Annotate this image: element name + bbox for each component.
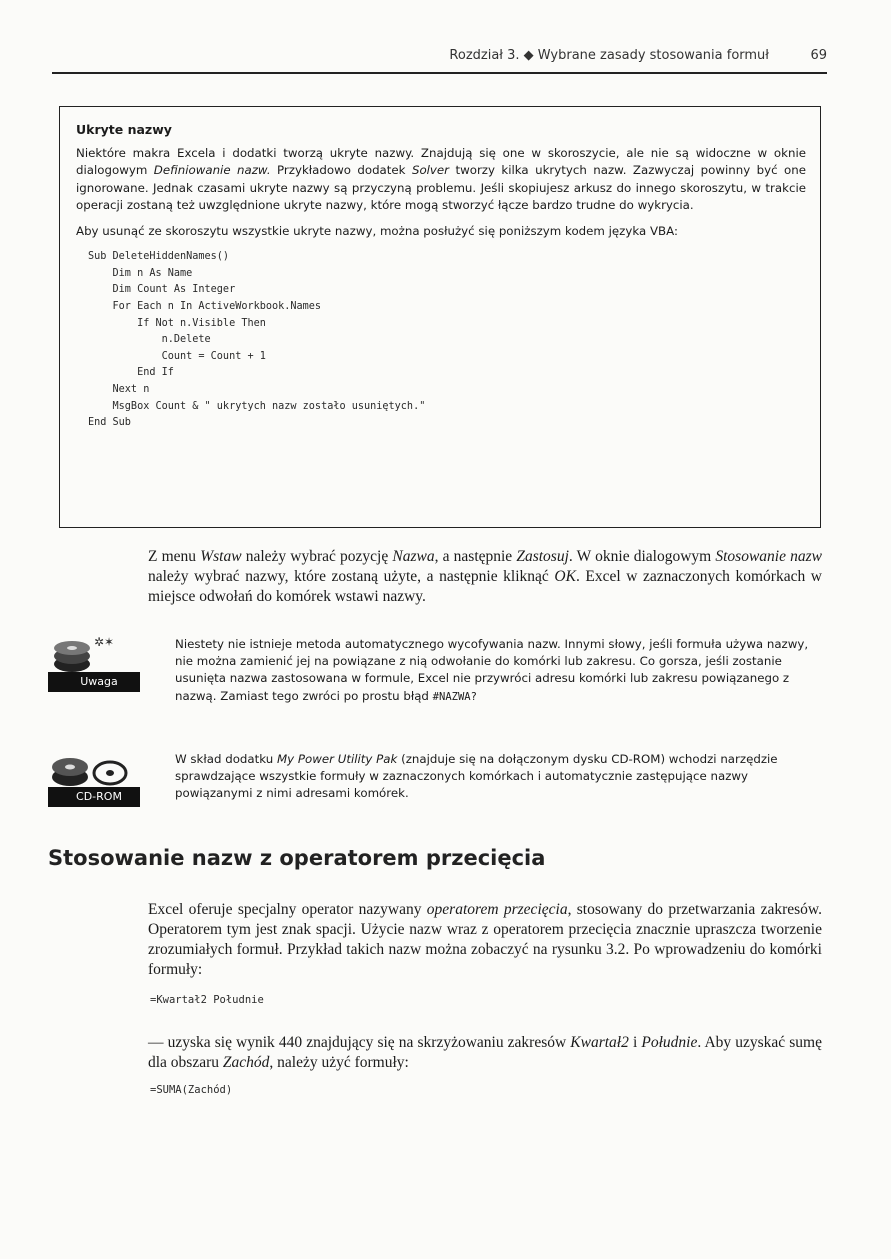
range-name: Zachód	[222, 1054, 270, 1071]
menu-item: Nazwa	[392, 548, 435, 565]
sidebar-paragraph-1	[76, 145, 806, 214]
text-run: i	[628, 1034, 642, 1051]
page-number: 69	[810, 48, 827, 63]
text-run: należy wybrać nazwy, które zostaną użyte, a następnie kliknąć	[148, 568, 555, 585]
button-name: OK	[554, 568, 576, 585]
text-run: Niektóre makra Excela i dodatki tworzą ukryte nazwy. Znajdują się one w skoroszycie, ale nie są widoczne w oknie dialogowym	[76, 146, 806, 178]
text-run: , stosowany do przetwarzania zakresów. Operatorem tym jest znak spacji. Użycie nazw wraz z operatorem przecięcia znacznie upraszcza tworzenie zrozumiałych formuł. Przykład takich nazw można zobaczyć na rysunku 3.2. Po wprowadzeniu do komórki formuły:	[148, 901, 822, 978]
note-cdrom	[48, 751, 828, 821]
menu-name: Wstaw	[200, 548, 242, 565]
sidebar-paragraph-2: Aby usunąć ze skoroszytu wszystkie ukryte nazwy, można posłużyć się poniższym kodem języka VBA:	[76, 224, 678, 239]
code-line: Dim Count As Integer	[88, 284, 236, 296]
text-run: W skład dodatku	[175, 752, 277, 766]
formula-1: =Kwartał2 Południe	[150, 994, 264, 1006]
running-header	[52, 42, 827, 74]
code-line: MsgBox Count & " ukrytych nazw zostało usuniętych."	[88, 400, 426, 412]
text-run: Z menu	[148, 548, 201, 565]
note-uwaga	[48, 636, 828, 726]
formula-2: =SUMA(Zachód)	[150, 1084, 233, 1096]
body-paragraph-1	[148, 547, 822, 607]
menu-item: Zastosuj	[516, 548, 569, 565]
code-line: Dim n As Name	[88, 267, 193, 279]
uwaga-text	[175, 636, 820, 706]
cd-disc-icon	[48, 751, 140, 791]
chapter-title: Rozdział 3. ◆ Wybrane zasady stosowania formuł	[449, 48, 769, 63]
code-line: For Each n In ActiveWorkbook.Names	[88, 301, 322, 312]
code-line: End Sub	[88, 417, 131, 429]
text-run: (znajduje się na dołączonym dysku CD-ROM) wchodzi narzędzie sprawdzające wszystkie formuły w zaznaczonych komórkach i automatycznie zastępujące nazwy powiązanymi z nimi adresami komórek.	[175, 752, 778, 801]
term-italic: operatorem przecięcia	[426, 901, 568, 918]
text-run-italic: Definiowanie nazw.	[153, 163, 271, 178]
svg-text:✲✶: ✲✶	[94, 636, 115, 649]
product-name: My Power Utility Pak	[276, 752, 398, 766]
text-run: . W oknie dialogowym	[568, 548, 716, 565]
text-run: . Excel w zaznaczonych komórkach w miejsce odwołań do komórek wstawi nazwy.	[148, 568, 823, 605]
sidebar-box	[59, 106, 821, 528]
sidebar-title: Ukryte nazwy	[76, 122, 172, 137]
text-run: . Aby uzyskać sumę dla obszaru	[148, 1034, 822, 1071]
cd-stack-icon	[48, 636, 140, 676]
text-run: , a następnie	[434, 548, 517, 565]
text-run: — uzyska się wynik 440 znajdujący się na skrzyżowaniu zakresów	[148, 1034, 571, 1051]
dialog-name: Stosowanie nazw	[715, 548, 823, 565]
body-paragraph-2	[148, 900, 822, 980]
code-line: Count = Count + 1	[88, 350, 266, 362]
text-run: tworzy kilka ukrytych nazw. Zazwyczaj powinny być one ignorowane. Jednak czasami ukryte nazwy są przyczyną problemu. Jeśli skopiujesz arkusz do innego skoroszytu, w trakcie operacji zostaną też uwzględnione ukryte nazwy, które mogą stworzyć łącze bardzo trudne do wykrycia.	[76, 163, 806, 212]
range-name: Południe	[641, 1034, 698, 1051]
code-line: End If	[88, 367, 174, 379]
section-heading: Stosowanie nazw z operatorem przecięcia	[48, 846, 546, 870]
range-name: Kwartał2	[570, 1034, 629, 1051]
text-run: należy wybrać pozycję	[241, 548, 393, 565]
uwaga-icon	[48, 636, 140, 696]
text-run-italic: Solver	[411, 163, 450, 178]
text-run: , należy użyć formuły:	[269, 1054, 409, 1071]
cdrom-badge: CD-ROM	[48, 787, 140, 807]
code-line: n.Delete	[88, 334, 211, 346]
text-run: Excel oferuje specjalny operator nazywany	[148, 901, 427, 918]
code-line: Sub DeleteHiddenNames()	[88, 251, 230, 263]
text-run: Niestety nie istnieje metoda automatycznego wycofywania nazw. Innymi słowy, jeśli formuła używa nazwy, nie można zamienić jej na powiązane z nią odwołanie do komórki lub zakresu. Co gorsza, jeśli zostanie usunięta nazwa zastosowana w formule, Excel nie przywróci adresu komórki lub zakresu powiązanego z nazwą. Zamiast tego zwróci po prostu błąd	[175, 637, 809, 703]
code-line: Next n	[88, 383, 150, 395]
body-paragraph-3	[148, 1033, 822, 1073]
code-line: If Not n.Visible Then	[88, 317, 266, 329]
uwaga-badge: Uwaga	[48, 672, 140, 692]
cdrom-text	[175, 751, 820, 803]
text-run: Przykładowo dodatek	[270, 163, 412, 178]
vba-code-block	[76, 249, 806, 432]
cdrom-icon	[48, 751, 140, 811]
error-code: #NAZWA?	[432, 690, 477, 703]
